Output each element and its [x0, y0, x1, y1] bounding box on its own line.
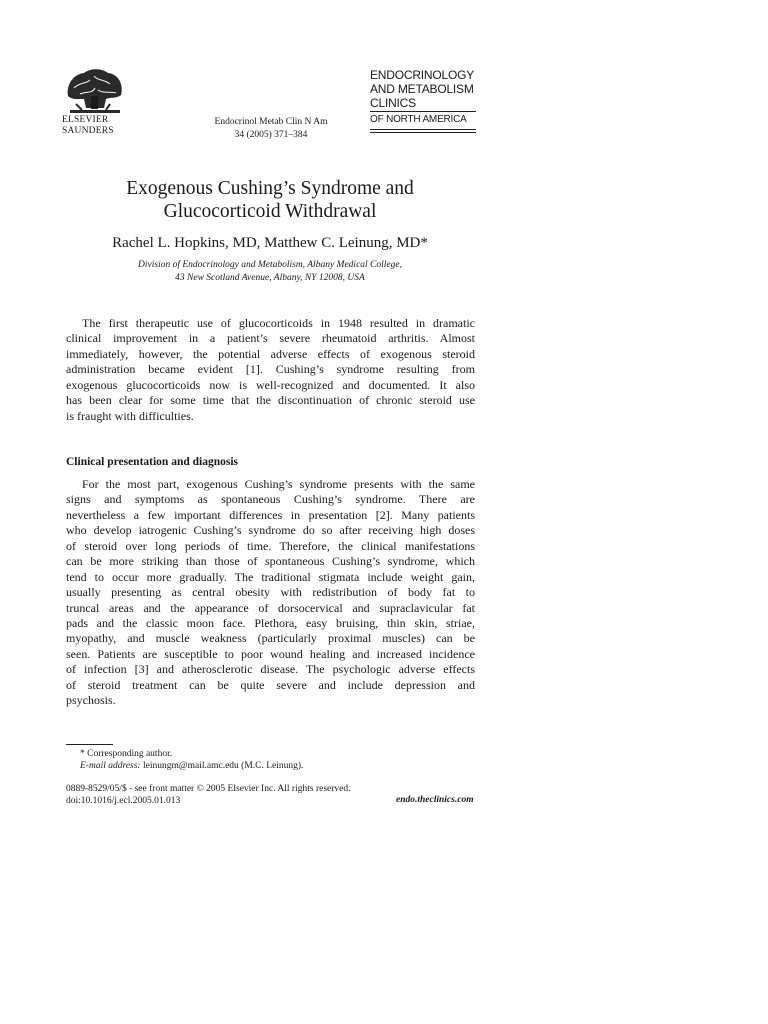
text-line: who develop iatrogenic Cushing’s syndrome do so after receiving high doses: [66, 523, 475, 538]
footnote-email: [80, 760, 303, 772]
publisher-logo: [62, 66, 132, 136]
footnote-corresponding: * Corresponding author.: [80, 749, 173, 759]
email-label: E-mail address:: [80, 761, 141, 771]
citation-journal: Endocrinol Metab Clin N Am: [214, 117, 328, 127]
affiliation-line-2: 43 New Scotland Avenue, Albany, NY 12008, USA: [175, 273, 365, 283]
masthead-rule: [370, 129, 476, 130]
text-line: is fraught with difficulties.: [66, 408, 194, 423]
text-line: seen. Patients are susceptible to poor wound healing and increased incidence: [66, 646, 475, 661]
copyright-line: 0889-8529/05/$ - see front matter © 2005 Elsevier Inc. All rights reserved.: [66, 784, 351, 794]
journal-line-4: OF NORTH AMERICA: [370, 114, 467, 125]
journal-citation: [200, 116, 342, 142]
text-line: usually presenting as central obesity with redistribution of body fat to: [66, 585, 475, 600]
publisher-imprint: SAUNDERS: [62, 126, 114, 136]
masthead-rule: [370, 132, 476, 133]
section-heading: Clinical presentation and diagnosis: [66, 456, 239, 468]
title-line-2: Glucocorticoid Withdrawal: [163, 201, 377, 222]
email-address[interactable]: leinungm@mail.amc.edu (M.C. Leinung).: [142, 761, 304, 771]
text-line: of infection [3] and atherosclerotic disease. The psychologic adverse effects: [66, 662, 475, 677]
text-line: For the most part, exogenous Cushing’s syndrome presents with the same: [82, 477, 475, 491]
text-line: psychosis.: [66, 693, 116, 708]
clinical-paragraph: [66, 477, 475, 709]
text-line: signs and symptoms as spontaneous Cushing’s syndrome. There are: [66, 492, 475, 507]
publisher-name: ELSEVIER: [62, 115, 109, 125]
text-line: nevertheless a few important differences in presentation [2]. Many patients: [66, 507, 475, 522]
title-line-1: Exogenous Cushing’s Syndrome and: [126, 178, 414, 199]
journal-line-1: ENDOCRINOLOGY: [370, 68, 475, 82]
masthead-rule: [370, 111, 476, 112]
citation-volume: 34 (2005) 371–384: [234, 130, 308, 140]
doi-line[interactable]: doi:10.1016/j.ecl.2005.01.013: [66, 796, 181, 806]
text-line: The first therapeutic use of glucocorticoids in 1948 resulted in dramatic: [82, 316, 475, 330]
article-authors: Rachel L. Hopkins, MD, Matthew C. Leinung, MD*: [112, 235, 428, 251]
text-line: truncal areas and the appearance of dorsocervical and supraclavicular fat: [66, 600, 475, 615]
footnote-rule: [66, 744, 113, 745]
journal-url[interactable]: endo.theclinics.com: [396, 795, 474, 805]
text-line: clinical improvement in a patient’s severe rheumatoid arthritis. Almost: [66, 331, 475, 346]
text-line: exogenous glucocorticoids now is well-recognized and documented. It also: [66, 377, 475, 392]
intro-paragraph: [66, 316, 475, 424]
journal-line-2: AND METABOLISM: [370, 82, 474, 96]
author-affiliation: [66, 259, 474, 285]
text-line: of steroid over long periods of time. Therefore, the clinical manifestations: [66, 538, 475, 553]
article-title: [66, 177, 474, 223]
text-line: immediately, however, the potential adverse effects of exogenous steroid: [66, 346, 475, 361]
text-line: tend to occur more gradually. The traditional stigmata include weight gain,: [66, 569, 475, 584]
text-line: can be more striking than those of spontaneous Cushing’s syndrome, which: [66, 554, 475, 569]
text-line: of steroid treatment can be quite severe and include depression and: [66, 677, 475, 692]
affiliation-line-1: Division of Endocrinology and Metabolism, Albany Medical College,: [138, 260, 402, 270]
journal-line-3: CLINICS: [370, 96, 416, 110]
elsevier-tree-icon: [64, 66, 126, 114]
text-line: has been clear for some time that the discontinuation of chronic steroid use: [66, 393, 475, 408]
journal-masthead: [370, 68, 476, 133]
text-line: administration became evident [1]. Cushing’s syndrome resulting from: [66, 362, 475, 377]
text-line: pads and the classic moon face. Plethora, easy bruising, thin skin, striae,: [66, 615, 475, 630]
text-line: myopathy, and muscle weakness (particularly proximal muscles) can be: [66, 631, 475, 646]
